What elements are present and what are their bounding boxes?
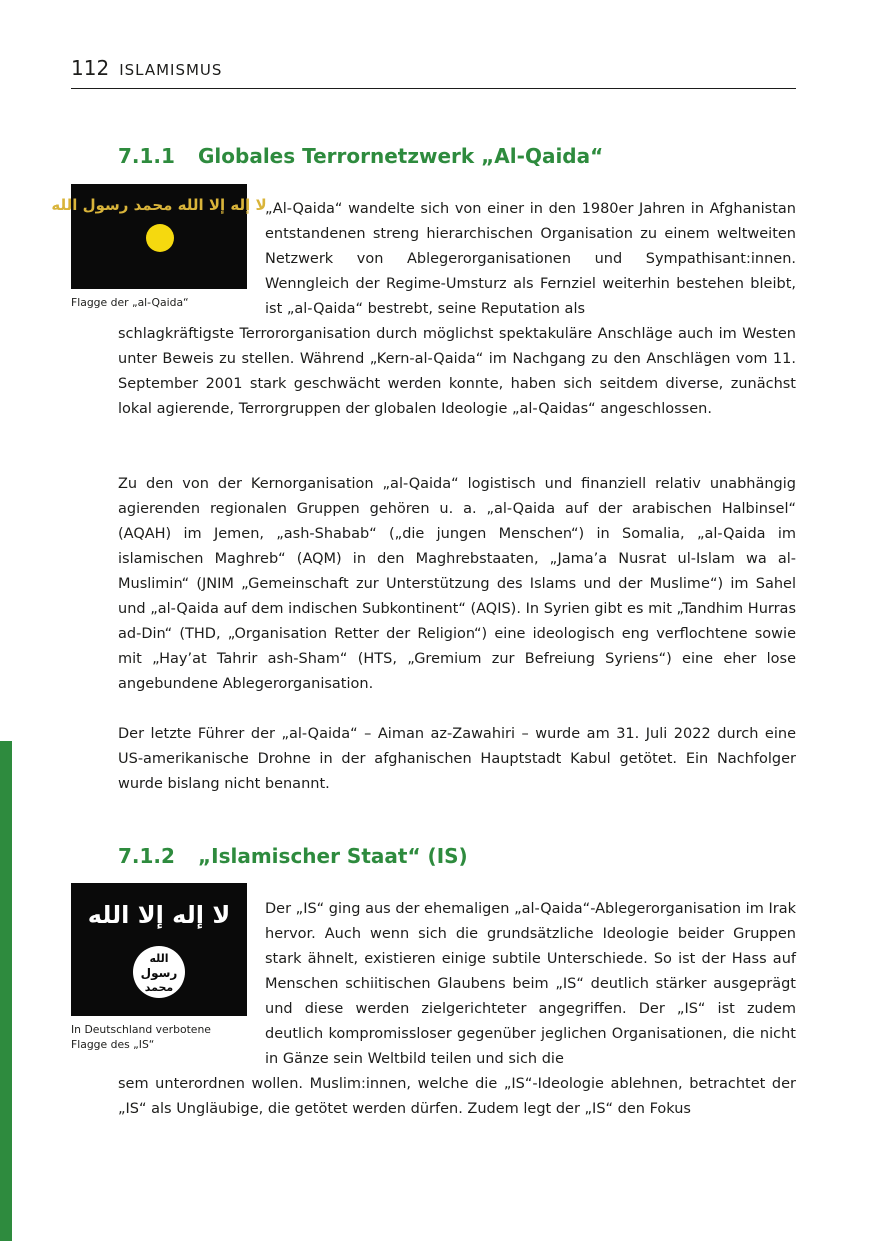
section-heading-7-1-1 — [118, 144, 603, 168]
page-number: 112 — [71, 56, 110, 80]
page-edge-marker — [0, 741, 12, 1241]
paragraph-regional-groups: Zu den von der Kernorganisation „al-Qaida“ logistisch und finanziell relativ unabhängig agierenden regionalen Gruppen gehören u. a. „al-Qaida auf der arabischen Halbinsel“ (AQAH) im Jemen, „ash-Shabab“ („die jungen Menschen“) in Somalia, „al-Qaida im islamischen Maghreb“ (AQM) in den Maghrebstaaten, „Jama’a Nusrat ul-Islam wa al-Muslimin“ (JNIM „Gemeinschaft zur Unterstützung des Islams und der Muslime“) im Sahel und „al-Qaida auf dem indischen Subkontinent“ (AQIS). In Syrien gibt es mit „Tandhim Hurras ad-Din“ (THD, „Organisation Retter der Religion“) eine ideologisch eng verflochtene sowie mit „Hay’at Tahrir ash-Sham“ (HTS, „Gremium zur Befreiung Syriens“) eine eher lose angebundene Ablegerorganisation. — [118, 476, 796, 692]
svg-text:محمد: محمد — [144, 981, 174, 994]
is-flag-image — [71, 883, 247, 1016]
svg-text:الله: الله — [149, 952, 169, 965]
section-number: 7.1.2 — [118, 844, 175, 868]
caption-line-2: Flagge des „IS“ — [71, 1038, 155, 1051]
running-head — [71, 56, 796, 89]
caption-line-1: In Deutschland verbotene — [71, 1023, 211, 1036]
figure-is-flag — [71, 883, 247, 1052]
section-number: 7.1.1 — [118, 144, 175, 168]
svg-text:رسول: رسول — [140, 966, 178, 980]
section-title: Globales Terrornetzwerk „Al-Qaida“ — [198, 144, 604, 168]
section-title: „Islamischer Staat“ (IS) — [198, 844, 468, 868]
paragraph-al-qaida-intro-cont: schlagkräftigste Terrororganisation durch möglichst spektakuläre Anschläge auch im Westen unter Beweis zu stellen. Während „Kern-al-Qaida“ im Nachgang zu den Anschlägen vom 11. September 2001 stark geschwächt werden konnte, haben sich seitdem diverse, zunächst lokal agierende, Terrorgruppen der globalen Ideologie „al-Qaidas“ angeschlossen. — [118, 326, 796, 417]
flag-sun-emblem — [146, 224, 174, 252]
paragraph-is-intro-cont: sem unterordnen wollen. Muslim:innen, welche die „IS“-Ideologie ablehnen, betrachtet der „IS“ als Ungläubige, die getötet werden dürfen. Zudem legt der „IS“ den Fokus — [118, 1076, 796, 1117]
paragraph-leader: Der letzte Führer der „al-Qaida“ – Aiman az-Zawahiri – wurde am 31. Juli 2022 durch eine US-amerikanische Drohne in der afghanischen Hauptstadt Kabul getötet. Ein Nachfolger wurde bislang nicht benannt. — [118, 726, 796, 792]
flag-script: لا إله إلا الله محمد رسول الله — [51, 196, 267, 214]
figure-caption — [71, 1022, 247, 1052]
figure-al-qaida-flag — [51, 184, 267, 310]
figure-caption: Flagge der „al-Qaida“ — [71, 296, 189, 309]
al-qaida-flag-image — [51, 184, 267, 289]
flag-top-script: لا إله إلا الله — [87, 901, 231, 929]
chapter-title: ISLAMISMUS — [119, 61, 223, 79]
section-heading-7-1-2 — [118, 844, 468, 868]
paragraph-al-qaida-intro: „Al-Qaida“ wandelte sich von einer in den 1980er Jahren in Afghanistan entstandenen streng hierarchischen Organisation zu einem weltweiten Netzwerk von Ablegerorganisationen und Sympathisant:innen. Wenngleich der Regime-Umsturz als Fernziel weiterhin bestehen bleibt, ist „al-Qaida“ bestrebt, seine Reputation als — [265, 201, 796, 317]
paragraph-is-intro: Der „IS“ ging aus der ehemaligen „al-Qaida“-Ablegerorganisation im Irak hervor. Auch wenn sich die grundsätzliche Ideologie beider Gruppen stark ähnelt, existieren einige subtile Unterschiede. So ist der Hass auf Menschen schiitischen Glaubens beim „IS“ deutlich stärker ausgeprägt und diese werden zielgerichteter angegriffen. Der „IS“ ist zudem deutlich kompromissloser gegenüber jeglichen Organisationen, die nicht in Gänze sein Weltbild teilen und sich die — [265, 901, 796, 1067]
